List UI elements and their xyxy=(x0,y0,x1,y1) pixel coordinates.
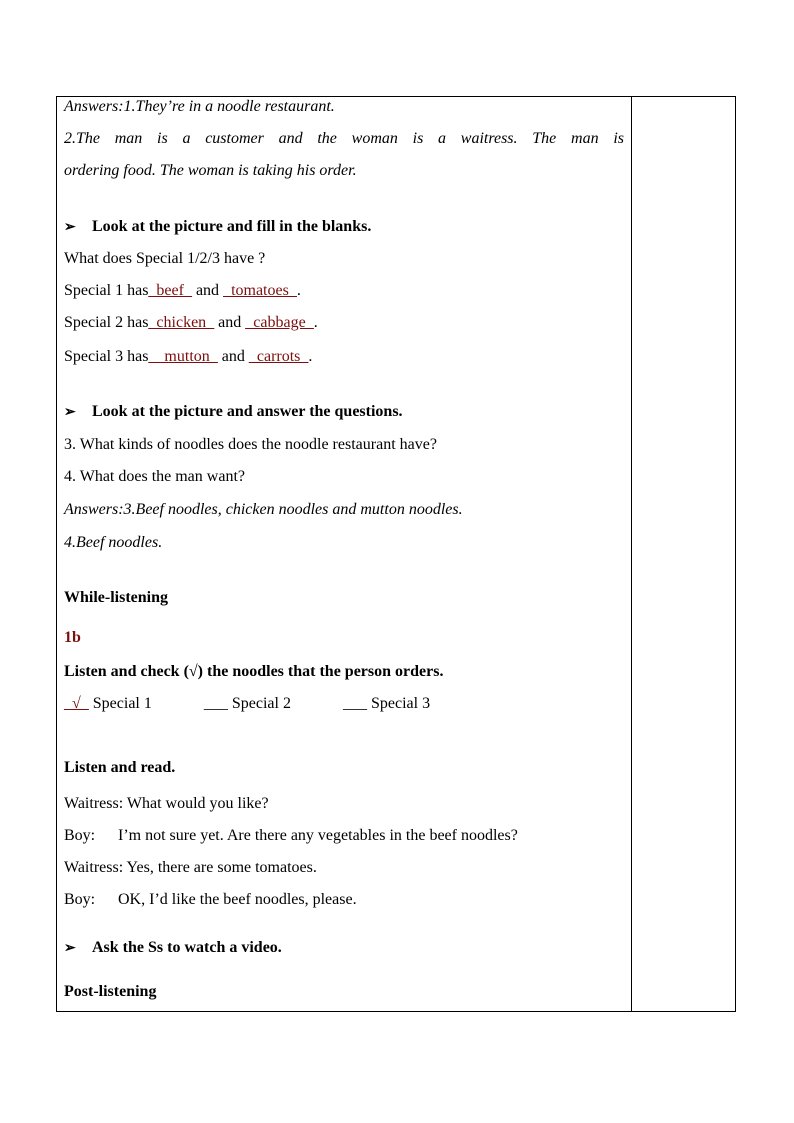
special-options xyxy=(64,694,430,714)
special-2-blank-b: _cabbage_ xyxy=(245,314,314,331)
dialogue-text: What would you like? xyxy=(126,795,269,812)
answers-line-2: 2.The man is a customer and the woman is a waitress. The man is xyxy=(64,130,624,147)
special-3-option: Special 3 xyxy=(370,695,431,712)
arrow-bullet-icon: ➢ xyxy=(64,220,76,235)
special-1-and: and xyxy=(195,282,220,299)
dialogue-speaker: Waitress: xyxy=(64,859,124,876)
activity-label: 1b xyxy=(64,629,81,646)
special-2-end: . xyxy=(313,314,318,331)
dialogue-text: I’m not sure yet. Are there any vegetables in the beef noodles? xyxy=(118,827,518,844)
dialogue-text: OK, I’d like the beef noodles, please. xyxy=(118,891,357,908)
answer-3: Answers:3.Beef noodles, chicken noodles and mutton noodles. xyxy=(64,501,463,518)
dialogue-speaker: Boy: xyxy=(64,891,96,908)
column-divider xyxy=(631,97,632,1011)
question-4: 4. What does the man want? xyxy=(64,468,245,485)
special-3-mark: ___ xyxy=(342,695,367,712)
arrow-bullet-icon: ➢ xyxy=(64,405,76,420)
listen-read-heading: Listen and read. xyxy=(64,759,176,776)
lesson-table xyxy=(56,96,736,1012)
video-step-text: Ask the Ss to watch a video. xyxy=(92,939,282,956)
special-1-blank-a: _beef_ xyxy=(148,282,192,299)
answer-heading-text: Look at the picture and answer the questions. xyxy=(92,403,403,420)
arrow-bullet-icon: ➢ xyxy=(64,941,76,956)
special-3-blank-b: _carrots_ xyxy=(248,348,309,365)
answers-line-1: Answers:1.They’re in a noodle restaurant. xyxy=(64,98,335,115)
special-1-end: . xyxy=(296,282,301,299)
dialogue-line-4 xyxy=(64,890,357,910)
dialogue-speaker: Waitress: xyxy=(64,795,124,812)
question-3: 3. What kinds of noodles does the noodle restaurant have? xyxy=(64,436,437,453)
dialogue-line-2 xyxy=(64,826,518,846)
special-1-line xyxy=(64,281,301,301)
answer-4: 4.Beef noodles. xyxy=(64,534,163,551)
while-listening-heading: While-listening xyxy=(64,589,169,606)
special-1-prefix: Special 1 has xyxy=(64,282,149,299)
post-listening-heading: Post-listening xyxy=(64,983,157,1000)
special-2-and: and xyxy=(218,314,242,331)
special-2-line xyxy=(64,313,318,333)
dialogue-line-1 xyxy=(64,794,269,814)
special-3-line xyxy=(64,347,312,367)
answers-line-3: ordering food. The woman is taking his order. xyxy=(64,162,357,179)
answer-heading xyxy=(64,402,403,423)
check-instruction: Listen and check (√) the noodles that the person orders. xyxy=(64,663,444,680)
special-3-and: and xyxy=(221,348,245,365)
dialogue-text: Yes, there are some tomatoes. xyxy=(126,859,317,876)
video-step xyxy=(64,938,282,959)
special-2-blank-a: _chicken_ xyxy=(148,314,215,331)
special-2-option: Special 2 xyxy=(231,695,291,712)
special-2-prefix: Special 2 has xyxy=(64,314,149,331)
special-1-blank-b: _tomatoes_ xyxy=(223,282,297,299)
dialogue-line-3 xyxy=(64,858,317,878)
fill-question: What does Special 1/2/3 have ? xyxy=(64,250,266,267)
special-3-end: . xyxy=(308,348,313,365)
special-3-blank-a: __mutton_ xyxy=(148,348,218,365)
dialogue-speaker: Boy: xyxy=(64,827,96,844)
special-1-checkmark: _√_ xyxy=(64,695,89,712)
special-2-mark: ___ xyxy=(203,695,228,712)
fill-heading xyxy=(64,217,371,238)
fill-heading-text: Look at the picture and fill in the blanks. xyxy=(92,218,372,235)
special-3-prefix: Special 3 has xyxy=(64,348,149,365)
special-1-option: Special 1 xyxy=(92,695,152,712)
